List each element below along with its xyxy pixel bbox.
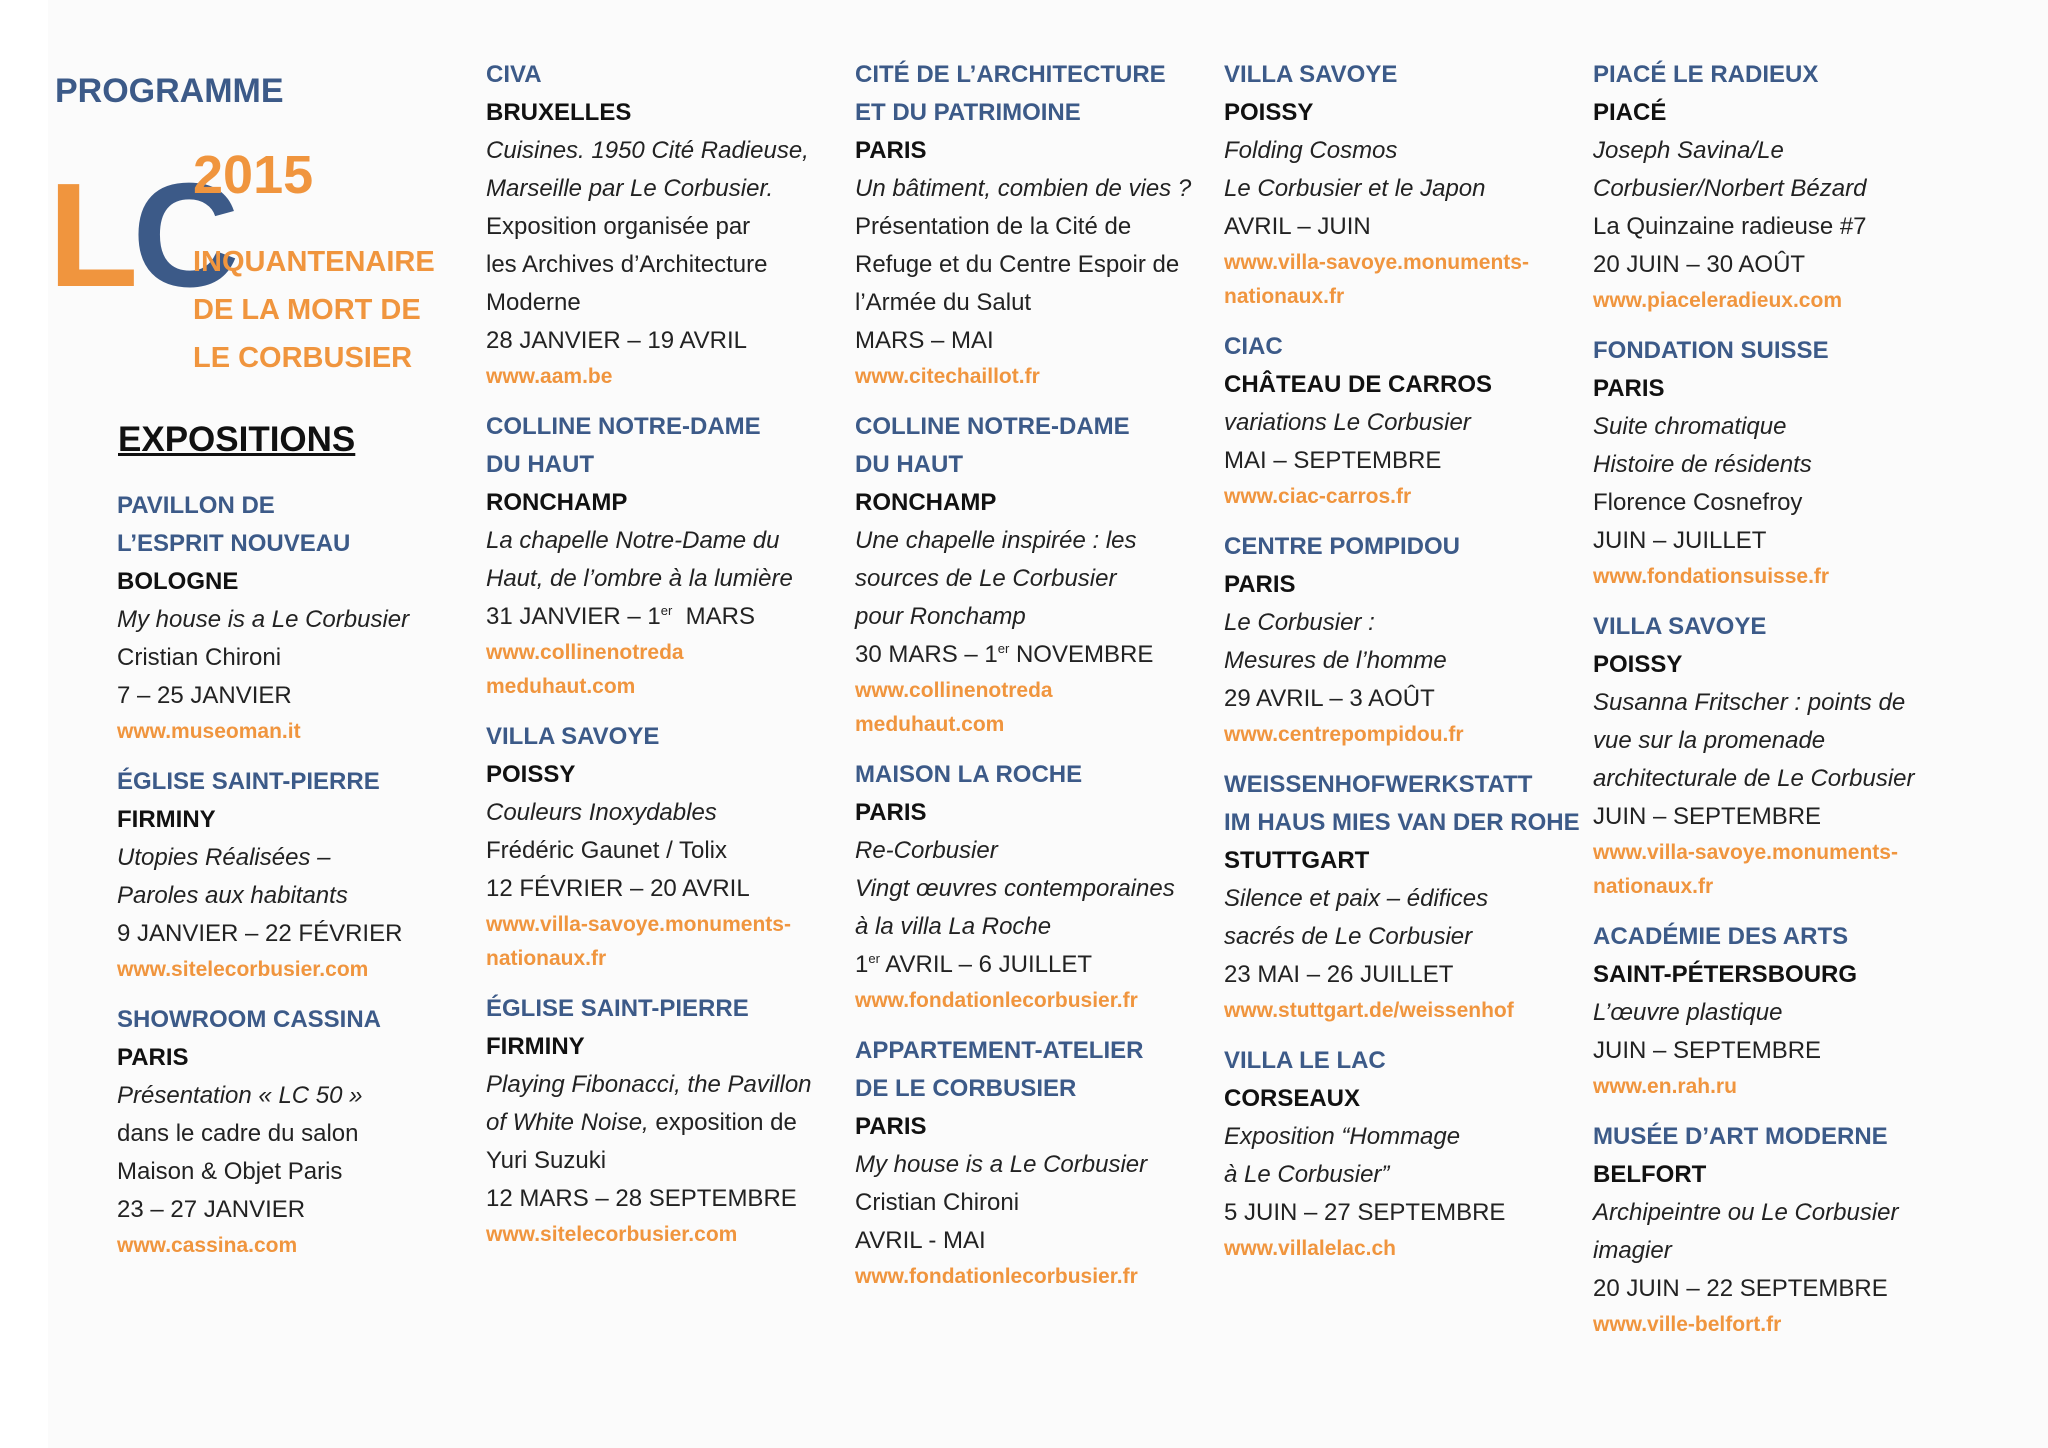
- exhibition-link[interactable]: meduhaut.com: [486, 675, 636, 698]
- venue-city: RONCHAMP: [855, 489, 997, 516]
- venue-name: VILLA SAVOYE: [1593, 613, 1767, 640]
- exhibition-entry: [1593, 56, 1945, 332]
- exhibition-detail: dans le cadre du salon: [117, 1120, 359, 1147]
- exhibition-description: [486, 1104, 838, 1142]
- exhibition-entry: [486, 990, 838, 1266]
- exhibition-detail: 23 – 27 JANVIER: [117, 1196, 306, 1223]
- venue-name: PIACÉ LE RADIEUX: [1593, 61, 1819, 88]
- date-text: 31 JANVIER – 1: [486, 603, 661, 630]
- logo-letter-c: C: [132, 153, 234, 318]
- venue-name: ÉGLISE SAINT-PIERRE: [117, 768, 380, 795]
- exhibition-title: L’œuvre plastique: [1593, 999, 1783, 1026]
- exhibition-entry: [855, 56, 1207, 408]
- exhibition-detail: 12 FÉVRIER – 20 AVRIL: [486, 875, 750, 902]
- exhibition-dates: [855, 946, 1207, 984]
- exhibition-note: exposition de: [648, 1109, 797, 1136]
- exhibition-link[interactable]: www.villa-savoye.monuments-: [1593, 841, 1898, 864]
- exhibition-detail: Refuge et du Centre Espoir de: [855, 251, 1180, 278]
- exhibition-title: My house is a Le Corbusier: [855, 1151, 1148, 1178]
- exhibition-detail: 20 JUIN – 30 AOÛT: [1593, 251, 1806, 278]
- exhibition-title: Susanna Fritscher : points de: [1593, 689, 1906, 716]
- venue-name: MAISON LA ROCHE: [855, 761, 1083, 788]
- exhibition-title: Le Corbusier :: [1224, 609, 1375, 636]
- exhibition-detail: 29 AVRIL – 3 AOÛT: [1224, 685, 1435, 712]
- entry-spacer: [1224, 514, 1576, 528]
- entry-spacer: [855, 1018, 1207, 1032]
- exhibition-link[interactable]: www.villalelac.ch: [1224, 1237, 1396, 1260]
- exhibition-entry: [1224, 766, 1580, 1042]
- exhibition-detail: Florence Cosnefroy: [1593, 489, 1803, 516]
- exhibition-detail: Frédéric Gaunet / Tolix: [486, 837, 727, 864]
- exhibition-detail: MAI – SEPTEMBRE: [1224, 447, 1442, 474]
- exhibition-link[interactable]: nationaux.fr: [486, 947, 607, 970]
- exhibition-detail: JUIN – JUILLET: [1593, 527, 1767, 554]
- ordinal-superscript: er: [868, 951, 880, 966]
- venue-city: BOLOGNE: [117, 568, 239, 595]
- venue-name: DU HAUT: [855, 451, 963, 478]
- venue-city: PARIS: [1224, 571, 1296, 598]
- exhibition-detail: AVRIL - MAI: [855, 1227, 986, 1254]
- exhibition-title: Silence et paix – édifices: [1224, 885, 1489, 912]
- exhibition-title: à la villa La Roche: [855, 913, 1052, 940]
- venue-city: CHÂTEAU DE CARROS: [1224, 371, 1493, 398]
- exhibition-entry: [1224, 528, 1576, 766]
- entry-spacer: [1593, 318, 1945, 332]
- venue-city: PARIS: [855, 1113, 927, 1140]
- entry-spacer: [1593, 1104, 1945, 1118]
- exhibition-entry: [855, 756, 1207, 1032]
- venue-name: CIAC: [1224, 333, 1283, 360]
- entry-spacer: [486, 976, 838, 990]
- venue-name: SHOWROOM CASSINA: [117, 1006, 381, 1033]
- venue-name: FONDATION SUISSE: [1593, 337, 1829, 364]
- exhibition-detail: 5 JUIN – 27 SEPTEMBRE: [1224, 1199, 1506, 1226]
- exhibition-entry: [1593, 918, 1945, 1118]
- venue-name: MUSÉE D’ART MODERNE: [1593, 1123, 1888, 1150]
- logo-year: 2015: [193, 145, 314, 205]
- exhibition-detail: Exposition organisée par: [486, 213, 751, 240]
- exhibition-entry: [855, 408, 1207, 756]
- exhibition-entry: [486, 718, 838, 990]
- venue-name: VILLA SAVOYE: [486, 723, 660, 750]
- exhibition-title: Marseille par Le Corbusier.: [486, 175, 774, 202]
- exhibition-link[interactable]: nationaux.fr: [1224, 285, 1345, 308]
- exhibition-title: Cuisines. 1950 Cité Radieuse,: [486, 137, 809, 164]
- venue-city: PIACÉ: [1593, 99, 1667, 126]
- exhibition-title: Histoire de résidents: [1593, 451, 1812, 478]
- exhibition-title: Paroles aux habitants: [117, 882, 348, 909]
- exhibition-title: imagier: [1593, 1237, 1672, 1264]
- date-text: MARS: [672, 603, 755, 630]
- programme-heading: PROGRAMME: [55, 72, 284, 110]
- date-text: NOVEMBRE: [1009, 641, 1154, 668]
- exhibition-link[interactable]: nationaux.fr: [1593, 875, 1714, 898]
- exhibition-detail: JUIN – SEPTEMBRE: [1593, 1037, 1822, 1064]
- exhibition-link[interactable]: www.aam.be: [486, 365, 613, 388]
- venue-name: COLLINE NOTRE-DAME: [486, 413, 761, 440]
- venue-name: WEISSENHOFWERKSTATT: [1224, 771, 1533, 798]
- venue-city: PARIS: [855, 799, 927, 826]
- venue-name: COLLINE NOTRE-DAME: [855, 413, 1130, 440]
- entry-spacer: [1224, 314, 1576, 328]
- exhibition-link[interactable]: www.sitelecorbusier.com: [117, 958, 369, 981]
- exhibition-entry: [1593, 332, 1945, 608]
- exhibition-title: Exposition “Hommage: [1224, 1123, 1461, 1150]
- exhibition-detail: l’Armée du Salut: [855, 289, 1032, 316]
- logo-subtitle-line: LE CORBUSIER: [193, 342, 413, 374]
- exhibition-entry: [1224, 56, 1576, 328]
- exhibition-column: [1224, 56, 1580, 1280]
- entry-spacer: [1593, 1342, 1945, 1356]
- exhibition-title: Vingt œuvres contemporaines: [855, 875, 1175, 902]
- exhibition-detail: les Archives d’Architecture: [486, 251, 768, 278]
- exhibition-entry: [486, 56, 838, 408]
- exhibition-title: Haut, de l’ombre à la lumière: [486, 565, 793, 592]
- exhibition-column: [486, 56, 838, 1266]
- exhibition-detail: 9 JANVIER – 22 FÉVRIER: [117, 920, 403, 947]
- logo-letter-l: L: [48, 153, 133, 318]
- logo-subtitle-line: INQUANTENAIRE: [193, 246, 435, 278]
- exhibition-link[interactable]: www.fondationsuisse.fr: [1593, 565, 1830, 588]
- exhibition-title: Un bâtiment, combien de vies ?: [855, 175, 1192, 202]
- venue-name: L’ESPRIT NOUVEAU: [117, 530, 351, 557]
- entry-spacer: [117, 749, 469, 763]
- date-text: 1: [855, 951, 869, 978]
- exhibition-title: à Le Corbusier”: [1224, 1161, 1390, 1188]
- venue-name: IM HAUS MIES VAN DER ROHE: [1224, 809, 1580, 836]
- exhibition-detail: La Quinzaine radieuse #7: [1593, 213, 1867, 240]
- entry-spacer: [1224, 1028, 1576, 1042]
- entry-spacer: [486, 704, 838, 718]
- exhibition-title: Mesures de l’homme: [1224, 647, 1447, 674]
- venue-city: SAINT-PÉTERSBOURG: [1593, 961, 1858, 988]
- venue-name: CITÉ DE L’ARCHITECTURE: [855, 61, 1166, 88]
- entry-spacer: [1593, 594, 1945, 608]
- venue-city: BRUXELLES: [486, 99, 632, 126]
- exhibition-detail: 23 MAI – 26 JUILLET: [1224, 961, 1454, 988]
- exhibition-link[interactable]: www.fondationlecorbusier.fr: [855, 989, 1138, 1012]
- entry-spacer: [117, 1263, 469, 1277]
- venue-city: STUTTGART: [1224, 847, 1370, 874]
- exhibition-title: of White Noise,: [486, 1109, 649, 1136]
- ordinal-superscript: er: [997, 641, 1010, 656]
- exhibition-title: La chapelle Notre-Dame du: [486, 527, 780, 554]
- exhibition-title: sources de Le Corbusier: [855, 565, 1117, 592]
- exhibition-title: sacrés de Le Corbusier: [1224, 923, 1473, 950]
- exhibition-detail: 7 – 25 JANVIER: [117, 682, 292, 709]
- exhibition-link[interactable]: www.piaceleradieux.com: [1593, 289, 1842, 312]
- date-text: 30 MARS – 1: [855, 641, 998, 668]
- exhibition-dates: [486, 598, 838, 636]
- exhibition-entry: [117, 1001, 469, 1277]
- venue-city: POISSY: [486, 761, 576, 788]
- venue-name: ET DU PATRIMOINE: [855, 99, 1081, 126]
- venue-name: DU HAUT: [486, 451, 594, 478]
- exhibition-link[interactable]: www.collinenotreda: [855, 679, 1053, 702]
- exhibition-title: Corbusier/Norbert Bézard: [1593, 175, 1867, 202]
- exhibition-title: My house is a Le Corbusier: [117, 606, 410, 633]
- exhibition-link[interactable]: meduhaut.com: [855, 713, 1005, 736]
- exhibition-title: Utopies Réalisées –: [117, 844, 331, 871]
- venue-name: CIVA: [486, 61, 542, 88]
- venue-city: FIRMINY: [486, 1033, 585, 1060]
- venue-city: PARIS: [855, 137, 927, 164]
- exhibition-description: [486, 1066, 838, 1104]
- exhibition-entry: [1593, 608, 1945, 918]
- exhibition-link[interactable]: www.collinenotreda: [486, 641, 684, 664]
- venue-city: RONCHAMP: [486, 489, 628, 516]
- exhibition-column: [1593, 56, 1945, 1356]
- exhibition-title: Présentation « LC 50 »: [117, 1082, 363, 1109]
- exhibition-link[interactable]: www.sitelecorbusier.com: [486, 1223, 738, 1246]
- venue-name: PAVILLON DE: [117, 492, 275, 519]
- entry-spacer: [117, 987, 469, 1001]
- exhibition-column: [117, 487, 469, 1277]
- venue-name: VILLA SAVOYE: [1224, 61, 1398, 88]
- entry-spacer: [486, 1252, 838, 1266]
- exhibition-link[interactable]: www.museoman.it: [117, 720, 301, 743]
- venue-city: POISSY: [1224, 99, 1314, 126]
- exhibition-detail: Yuri Suzuki: [486, 1147, 607, 1174]
- exhibition-detail: JUIN – SEPTEMBRE: [1593, 803, 1822, 830]
- exhibition-link[interactable]: www.cassina.com: [117, 1234, 298, 1257]
- exhibition-title: vue sur la promenade: [1593, 727, 1826, 754]
- exhibition-entry: [486, 408, 838, 718]
- exhibition-title: Le Corbusier et le Japon: [1224, 175, 1486, 202]
- exhibition-entry: [117, 763, 469, 1001]
- exhibition-title: architecturale de Le Corbusier: [1593, 765, 1915, 792]
- venue-city: CORSEAUX: [1224, 1085, 1361, 1112]
- exhibition-detail: 28 JANVIER – 19 AVRIL: [486, 327, 748, 354]
- venue-city: FIRMINY: [117, 806, 216, 833]
- exhibition-entry: [1224, 1042, 1576, 1280]
- venue-name: DE LE CORBUSIER: [855, 1075, 1077, 1102]
- entry-spacer: [1224, 752, 1576, 766]
- exhibition-detail: Cristian Chironi: [855, 1189, 1020, 1216]
- exhibition-title: Joseph Savina/Le: [1593, 137, 1784, 164]
- ordinal-superscript: er: [660, 603, 673, 618]
- exhibition-title: Une chapelle inspirée : les: [855, 527, 1137, 554]
- exhibition-link[interactable]: www.en.rah.ru: [1593, 1075, 1737, 1098]
- entry-spacer: [855, 394, 1207, 408]
- exhibition-entry: [855, 1032, 1207, 1308]
- venue-city: BELFORT: [1593, 1161, 1707, 1188]
- exhibition-detail: 20 JUIN – 22 SEPTEMBRE: [1593, 1275, 1888, 1302]
- exhibition-title: Suite chromatique: [1593, 413, 1787, 440]
- venue-city: POISSY: [1593, 651, 1683, 678]
- exhibition-title: Couleurs Inoxydables: [486, 799, 717, 826]
- venue-name: CENTRE POMPIDOU: [1224, 533, 1461, 560]
- entry-spacer: [486, 394, 838, 408]
- exhibition-title: Re-Corbusier: [855, 837, 998, 864]
- exhibition-link[interactable]: www.ciac-carros.fr: [1224, 485, 1412, 508]
- exhibition-link[interactable]: www.citechaillot.fr: [855, 365, 1040, 388]
- exhibition-link[interactable]: www.stuttgart.de/weissenhof: [1224, 999, 1514, 1022]
- exhibition-title: variations Le Corbusier: [1224, 409, 1471, 436]
- exhibition-detail: 12 MARS – 28 SEPTEMBRE: [486, 1185, 797, 1212]
- entry-spacer: [855, 742, 1207, 756]
- exhibition-dates: [855, 636, 1207, 674]
- logo-subtitle-line: DE LA MORT DE: [193, 294, 421, 326]
- exhibition-detail: Cristian Chironi: [117, 644, 282, 671]
- venue-city: PARIS: [117, 1044, 189, 1071]
- entry-spacer: [1593, 904, 1945, 918]
- exhibition-entry: [1224, 328, 1576, 528]
- exhibition-detail: AVRIL – JUIN: [1224, 213, 1371, 240]
- venue-name: ÉGLISE SAINT-PIERRE: [486, 995, 749, 1022]
- exhibition-title: Archipeintre ou Le Corbusier: [1593, 1199, 1899, 1226]
- venue-name: VILLA LE LAC: [1224, 1047, 1386, 1074]
- exhibition-title: Playing Fibonacci, the Pavillon: [486, 1071, 812, 1098]
- exhibition-link[interactable]: www.centrepompidou.fr: [1224, 723, 1464, 746]
- section-title-expositions: EXPOSITIONS: [118, 420, 356, 459]
- exhibition-title: Folding Cosmos: [1224, 137, 1398, 164]
- exhibition-link[interactable]: www.ville-belfort.fr: [1593, 1313, 1782, 1336]
- exhibition-entry: [117, 487, 469, 763]
- venue-name: ACADÉMIE DES ARTS: [1593, 923, 1849, 950]
- exhibition-link[interactable]: www.fondationlecorbusier.fr: [855, 1265, 1138, 1288]
- exhibition-detail: MARS – MAI: [855, 327, 994, 354]
- exhibition-detail: Maison & Objet Paris: [117, 1158, 343, 1185]
- entry-spacer: [1224, 1266, 1576, 1280]
- exhibition-detail: Présentation de la Cité de: [855, 213, 1132, 240]
- venue-city: PARIS: [1593, 375, 1665, 402]
- exhibition-link[interactable]: www.villa-savoye.monuments-: [1224, 251, 1529, 274]
- exhibition-detail: Moderne: [486, 289, 581, 316]
- exhibition-column: [855, 56, 1207, 1308]
- entry-spacer: [855, 1294, 1207, 1308]
- exhibition-link[interactable]: www.villa-savoye.monuments-: [486, 913, 791, 936]
- venue-name: APPARTEMENT-ATELIER: [855, 1037, 1144, 1064]
- exhibition-title: pour Ronchamp: [855, 603, 1026, 630]
- date-text: AVRIL – 6 JUILLET: [879, 951, 1093, 978]
- exhibition-entry: [1593, 1118, 1945, 1356]
